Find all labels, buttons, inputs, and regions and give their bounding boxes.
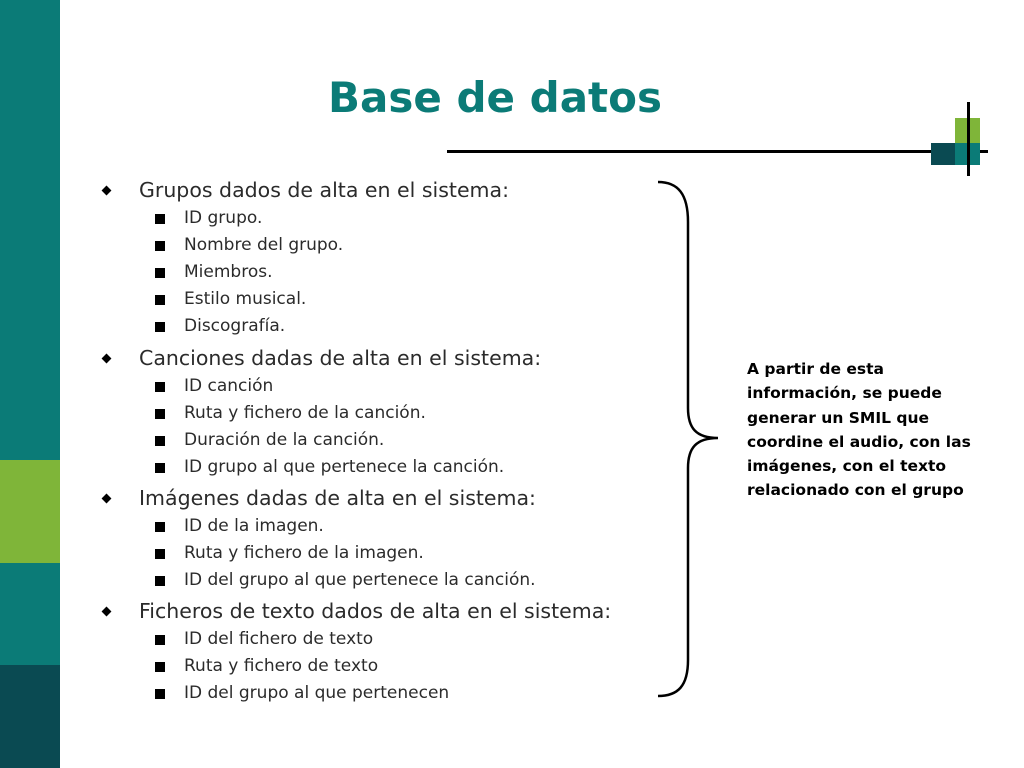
right-brace-icon (640, 176, 730, 706)
side-color-bar (0, 0, 60, 768)
slide-title: Base de datos (328, 73, 662, 122)
square-bullet-icon (155, 576, 165, 586)
diamond-bullet-icon (102, 493, 112, 503)
side-bar-dark-segment (0, 665, 60, 768)
section-heading: Imágenes dadas de alta en el sistema: (139, 485, 536, 510)
title-underline (447, 150, 988, 153)
square-bullet-icon (155, 522, 165, 532)
square-bullet-icon (155, 662, 165, 672)
list-item: ID grupo. (184, 208, 263, 228)
diamond-bullet-icon (102, 186, 112, 196)
list-item: ID del fichero de texto (184, 629, 374, 650)
decor-vertical-line (967, 102, 970, 176)
square-bullet-icon (155, 409, 165, 419)
section-heading: Grupos dados de alta en el sistema: (139, 178, 509, 202)
square-bullet-icon (155, 463, 165, 473)
list-item: Miembros. (184, 262, 273, 283)
square-bullet-icon (155, 382, 165, 392)
section-heading: Ficheros de texto dados de alta en el sistema: (139, 599, 612, 624)
list-item: ID de la imagen. (184, 515, 324, 536)
decor-square-dark (931, 143, 955, 165)
list-item: Ruta y fichero de texto (184, 656, 379, 677)
diamond-bullet-icon (102, 607, 112, 617)
list-item: ID grupo al que pertenece la canción. (184, 456, 505, 477)
square-bullet-icon (155, 214, 165, 224)
diamond-bullet-icon (102, 353, 112, 363)
square-bullet-icon (155, 549, 165, 559)
section-heading: Canciones dadas de alta en el sistema: (139, 345, 542, 370)
list-item: ID del grupo al que pertenece la canción. (184, 570, 536, 591)
list-item: Estilo musical. (184, 289, 307, 310)
square-bullet-icon (155, 322, 165, 332)
square-bullet-icon (155, 689, 165, 699)
list-item: ID del grupo al que pertenecen (184, 683, 450, 704)
list-item: Discografía. (184, 316, 286, 337)
square-bullet-icon (155, 436, 165, 446)
note-text: A partir de esta información, se puede generar un SMIL que coordine el audio, con las imágenes, con el texto relacionado con el grupo (747, 360, 971, 500)
side-bar-green-segment (0, 460, 60, 563)
square-bullet-icon (155, 268, 165, 278)
side-bar-teal-segment-lower (0, 563, 60, 665)
list-item: Duración de la canción. (184, 429, 385, 450)
square-bullet-icon (155, 241, 165, 251)
list-item: ID canción (184, 375, 274, 396)
list-item: Ruta y fichero de la canción. (184, 402, 426, 423)
square-bullet-icon (155, 635, 165, 645)
list-item: Nombre del grupo. (184, 235, 344, 256)
list-item: Ruta y fichero de la imagen. (184, 543, 424, 563)
square-bullet-icon (155, 295, 165, 305)
side-bar-teal-segment (0, 0, 60, 460)
